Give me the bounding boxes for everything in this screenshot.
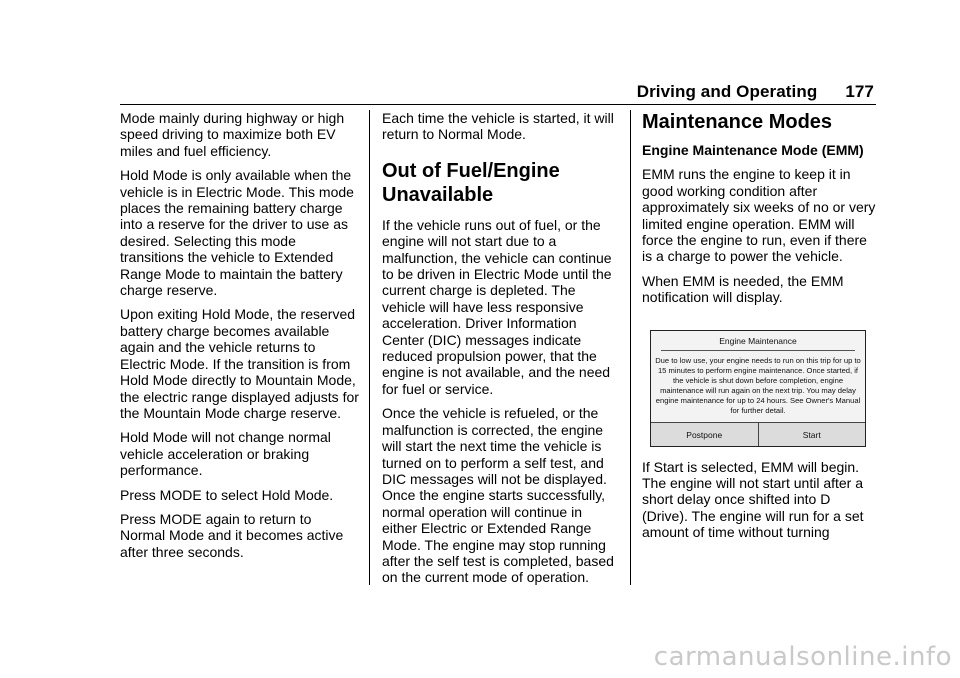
column-divider bbox=[369, 110, 370, 585]
column-3 bbox=[642, 110, 878, 549]
paragraph: Hold Mode will not change normal vehicle acceleration or braking performance. bbox=[120, 429, 331, 479]
screen-message: Due to low use, your engine needs to run on this trip for up to 15 minutes to perform engine maintenance. Once started, if the vehicle is shut down before completion, engine maintenance will run again on the next trip. You may delay engine maintenance for up to 24 hours. See Owner's Manual for further detail. bbox=[655, 355, 861, 415]
screen-divider bbox=[661, 350, 855, 351]
paragraph: Once the vehicle is refueled, or the malfunction is corrected, the engine will start the next time the vehicle is turned on to perform a self test, and DIC messages will not be displayed. Once the engine starts successfully, normal operation will continue in either Electric or Extended Range Mode. The engine may stop running after the self test is completed, based on the current mode of operation. bbox=[382, 405, 614, 586]
paragraph: Mode mainly during highway or high speed driving to maximize both EV miles and fuel efficiency. bbox=[120, 110, 345, 159]
section-heading-out-of-fuel: Out of Fuel/Engine Unavailable bbox=[382, 159, 560, 206]
page-number: 177 bbox=[845, 82, 874, 101]
screen-button-row bbox=[651, 422, 865, 446]
emm-notification-screen bbox=[650, 330, 866, 447]
postpone-button[interactable]: Postpone bbox=[686, 429, 723, 440]
paragraph: If the vehicle runs out of fuel, or the engine will not start due to a malfunction, the vehicle can continue to be driven in Electric Mode until the current charge is depleted. The vehicle will have less responsive acceleration. Driver Information Center (DIC) messages indicate reduced propulsion power, that the engine is not available, and the need for fuel or service. bbox=[382, 216, 612, 397]
header-rule bbox=[120, 104, 876, 105]
section-title: Driving and Operating bbox=[636, 82, 818, 101]
paragraph: Hold Mode is only available when the vehicle is in Electric Mode. This mode places the remaining battery charge into a reserve for the driver to use as desired. Selecting this mode transitions the vehicle to Extended Range Mode to maintain the battery charge reserve. bbox=[120, 167, 354, 299]
paragraph: Upon exiting Hold Mode, the reserved battery charge becomes available again and the vehicle returns to Electric Mode. If the transition is from Hold Mode directly to Mountain Mode, the electric range displayed adjusts for the Mountain Mode charge reserve. bbox=[120, 306, 359, 421]
column-1 bbox=[120, 110, 360, 568]
column-2 bbox=[382, 110, 618, 594]
paragraph: If Start is selected, EMM will begin. The engine will not start until after a short delay once shifted into D (Drive). The engine will run for a set amount of time without turning bbox=[642, 458, 864, 541]
paragraph: Each time the vehicle is started, it will return to Normal Mode. bbox=[382, 110, 614, 143]
paragraph: Press MODE again to return to Normal Mode and it becomes active after three seconds. bbox=[120, 510, 344, 560]
start-button[interactable]: Start bbox=[758, 423, 866, 446]
paragraph: EMM runs the engine to keep it in good working condition after approximately six weeks of no or very limited engine operation. EMM will force the engine to run, even if there is a charge to power the vehicle. bbox=[642, 166, 876, 265]
screen-title: Engine Maintenance bbox=[719, 335, 797, 346]
section-heading-maintenance-modes: Maintenance Modes bbox=[642, 111, 833, 133]
page-header bbox=[637, 82, 874, 102]
paragraph: When EMM is needed, the EMM notification will display. bbox=[642, 272, 844, 306]
paragraph: Press MODE to select Hold Mode. bbox=[120, 486, 334, 503]
watermark-text: carmanualsonline.info bbox=[653, 642, 952, 672]
subheading-emm: Engine Maintenance Mode (EMM) bbox=[642, 142, 864, 158]
column-divider bbox=[630, 110, 631, 585]
